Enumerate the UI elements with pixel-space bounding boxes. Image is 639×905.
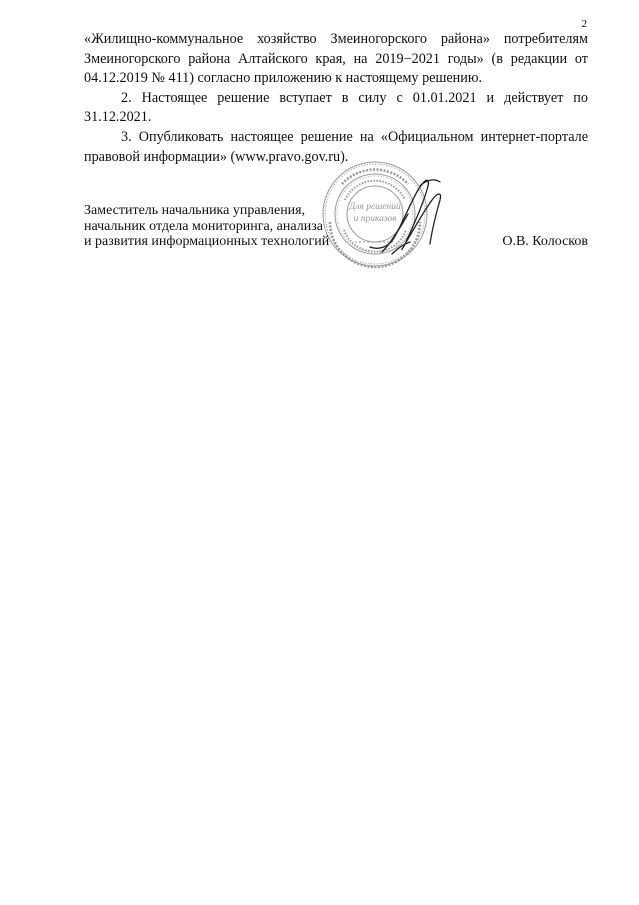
document-body bbox=[84, 30, 588, 167]
paragraph-publication: 3. Опубликовать настоящее решение на «Официальном интернет-портале правовой информации» (www.pravo.gov.ru). bbox=[84, 128, 588, 165]
page-number: 2 bbox=[581, 18, 587, 30]
signer-position bbox=[84, 203, 329, 250]
signer-position-line: Заместитель начальника управления, bbox=[84, 203, 306, 218]
paragraph-effective-date: 2. Настоящее решение вступает в силу с 01.01.2021 и действует по 31.12.2021. bbox=[84, 89, 588, 126]
signer-position-line: и развития информационных технологий bbox=[84, 234, 330, 249]
svg-text:и приказов: и приказов bbox=[353, 214, 397, 224]
svg-text:Для решений: Для решений bbox=[349, 202, 401, 212]
signature-block bbox=[84, 203, 588, 283]
paragraph-continuation: «Жилищно-коммунальное хозяйство Змеиногорского района» потребителям Змеиногорского района Алтайского края, на 2019−2021 годы» (в редакции от 04.12.2019 № 411) согласно приложению к настоящему решению. bbox=[84, 31, 588, 87]
signer-name: О.В. Колосков bbox=[502, 234, 588, 249]
signer-position-line: начальник отдела мониторинга, анализа bbox=[84, 218, 323, 234]
